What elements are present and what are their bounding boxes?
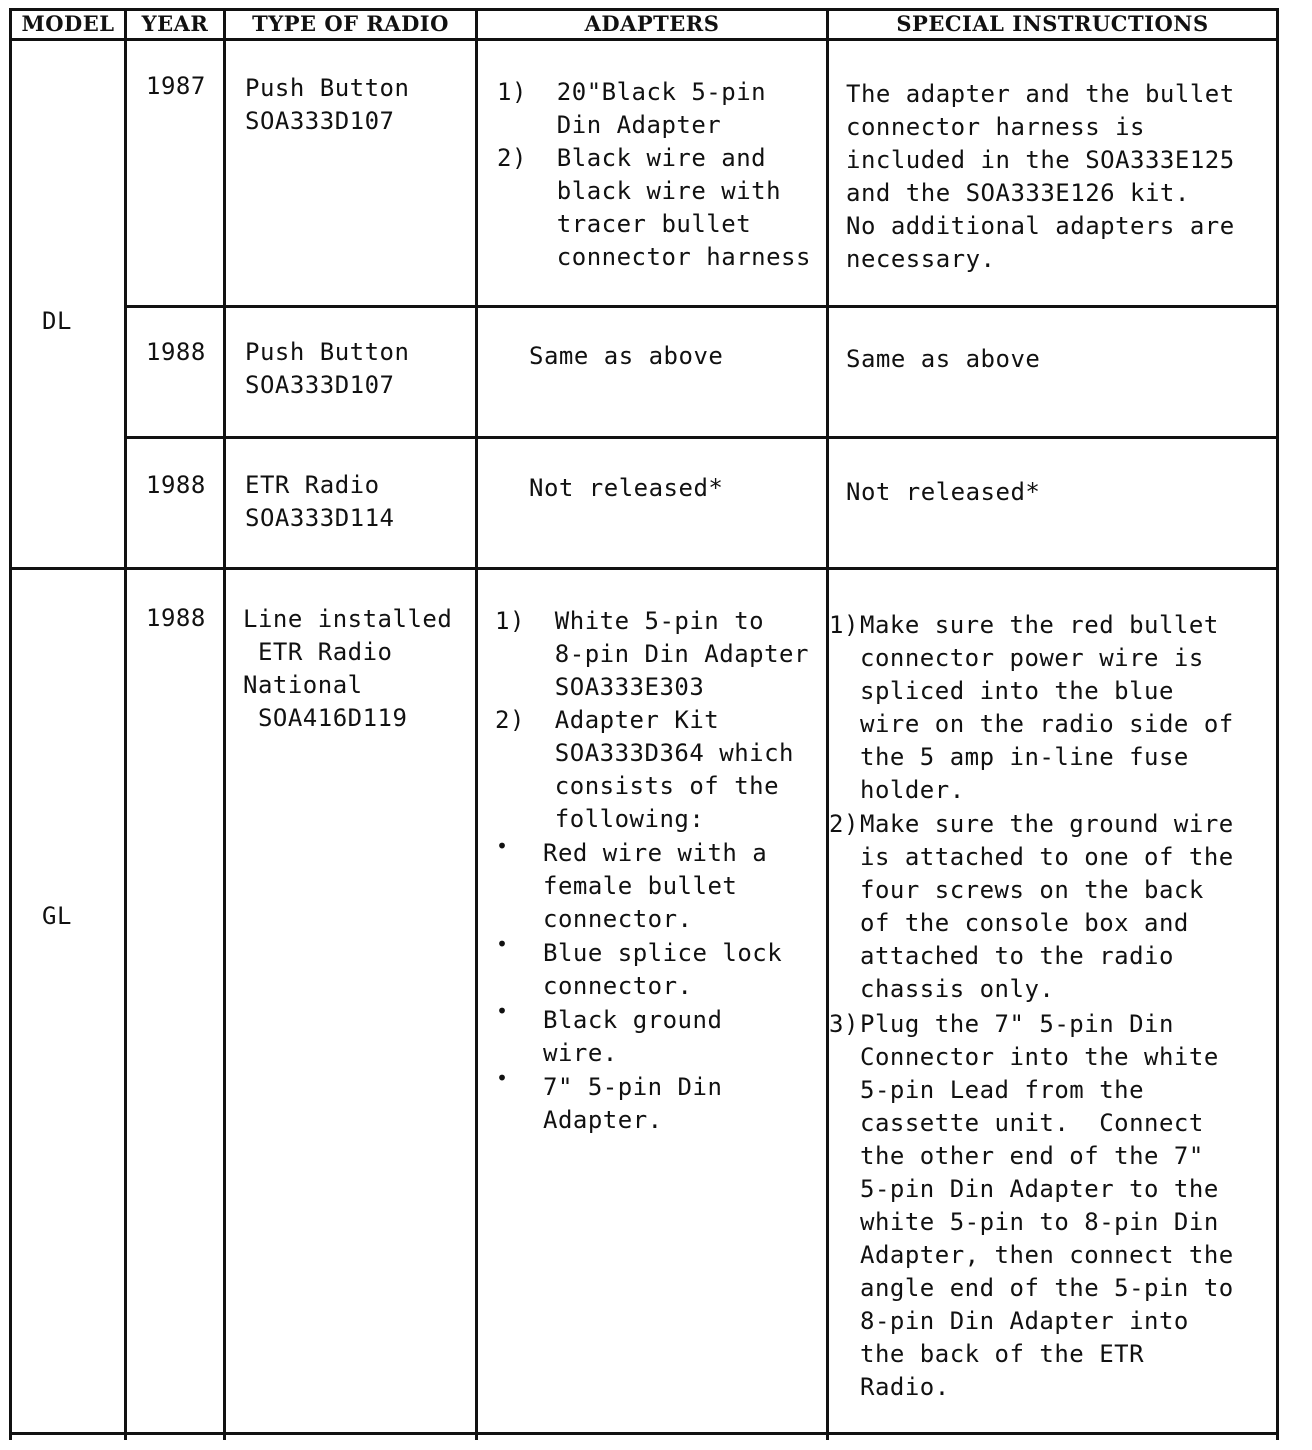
model-dl: DL [42, 307, 72, 335]
bullet-icon: • [496, 1066, 509, 1090]
row-4-special-num-2: 2) [829, 810, 859, 838]
row-1-adapters: 1) 20"Black 5-pin Din Adapter 2) Black wire and black wire with tracer bullet connector harness [497, 78, 811, 271]
grid-line [223, 8, 226, 1440]
row-2-radio-type: Push Button SOA333D107 [245, 338, 410, 399]
row-3-year: 1988 [146, 471, 206, 499]
row-4-special-num-1: 1) [829, 611, 859, 639]
grid-line [124, 305, 1279, 308]
row-1-radio-type: Push Button SOA333D107 [245, 74, 410, 135]
row-4-special-item-2: Make sure the ground wire is attached to one of the four screws on the back of the console box and attached to the radio chassis only. [860, 810, 1234, 1003]
bullet-icon: • [496, 834, 509, 858]
row-2-adapters: Same as above [529, 342, 724, 370]
row-4-adapter-item-2: Blue splice lock connector. [543, 939, 783, 1000]
grid-line [1276, 8, 1279, 1440]
row-4-year: 1988 [146, 604, 206, 632]
grid-line [124, 8, 127, 1440]
row-2-special-instructions: Same as above [846, 345, 1041, 373]
bullet-icon: • [496, 932, 509, 956]
grid-line [9, 8, 12, 1440]
row-3-special-instructions: Not released* [846, 478, 1041, 506]
row-1-special-instructions: The adapter and the bullet connector harness is included in the SOA333E125 and the SOA333E126 kit. No additional adapters are necessary. [846, 80, 1235, 273]
bullet-icon: • [496, 999, 509, 1023]
row-1-year: 1987 [146, 72, 206, 100]
row-4-adapter-item-4: 7" 5-pin Din Adapter. [543, 1073, 723, 1134]
header-year: YEAR [141, 11, 209, 36]
grid-line [9, 1432, 1279, 1435]
header-special-instructions: SPECIAL INSTRUCTIONS [896, 11, 1209, 36]
row-4-special-num-3: 3) [829, 1010, 859, 1038]
grid-line [124, 436, 1279, 439]
model-gl: GL [42, 902, 72, 930]
grid-line [826, 8, 829, 1440]
row-3-radio-type: ETR Radio SOA333D114 [245, 471, 395, 532]
grid-line [475, 8, 478, 1440]
row-4-special-item-1: Make sure the red bullet connector power wire is spliced into the blue wire on the radio side of the 5 amp in-line fuse holder. [860, 611, 1234, 804]
row-4-adapters-intro: 1) White 5-pin to 8-pin Din Adapter SOA333E303 2) Adapter Kit SOA333D364 which consists of the following: [495, 607, 809, 833]
grid-line [9, 567, 1279, 570]
header-model: MODEL [21, 11, 115, 36]
row-4-adapter-item-3: Black ground wire. [543, 1006, 723, 1067]
header-type-of-radio: TYPE OF RADIO [252, 11, 449, 36]
row-4-radio-type: Line installed ETR Radio National SOA416D119 [243, 605, 453, 732]
row-4-special-item-3: Plug the 7" 5-pin Din Connector into the white 5-pin Lead from the cassette unit. Connect the other end of the 7" 5-pin Din Adapter to the white 5-pin to 8-pin Din Adapter, then connect the angle end of the 5-pin to 8-pin Din Adapter into the back of the ETR Radio. [860, 1010, 1234, 1401]
row-2-year: 1988 [146, 338, 206, 366]
row-4-adapter-item-1: Red wire with a female bullet connector. [543, 839, 768, 933]
header-adapters: ADAPTERS [584, 11, 720, 36]
row-3-adapters: Not released* [529, 474, 724, 502]
